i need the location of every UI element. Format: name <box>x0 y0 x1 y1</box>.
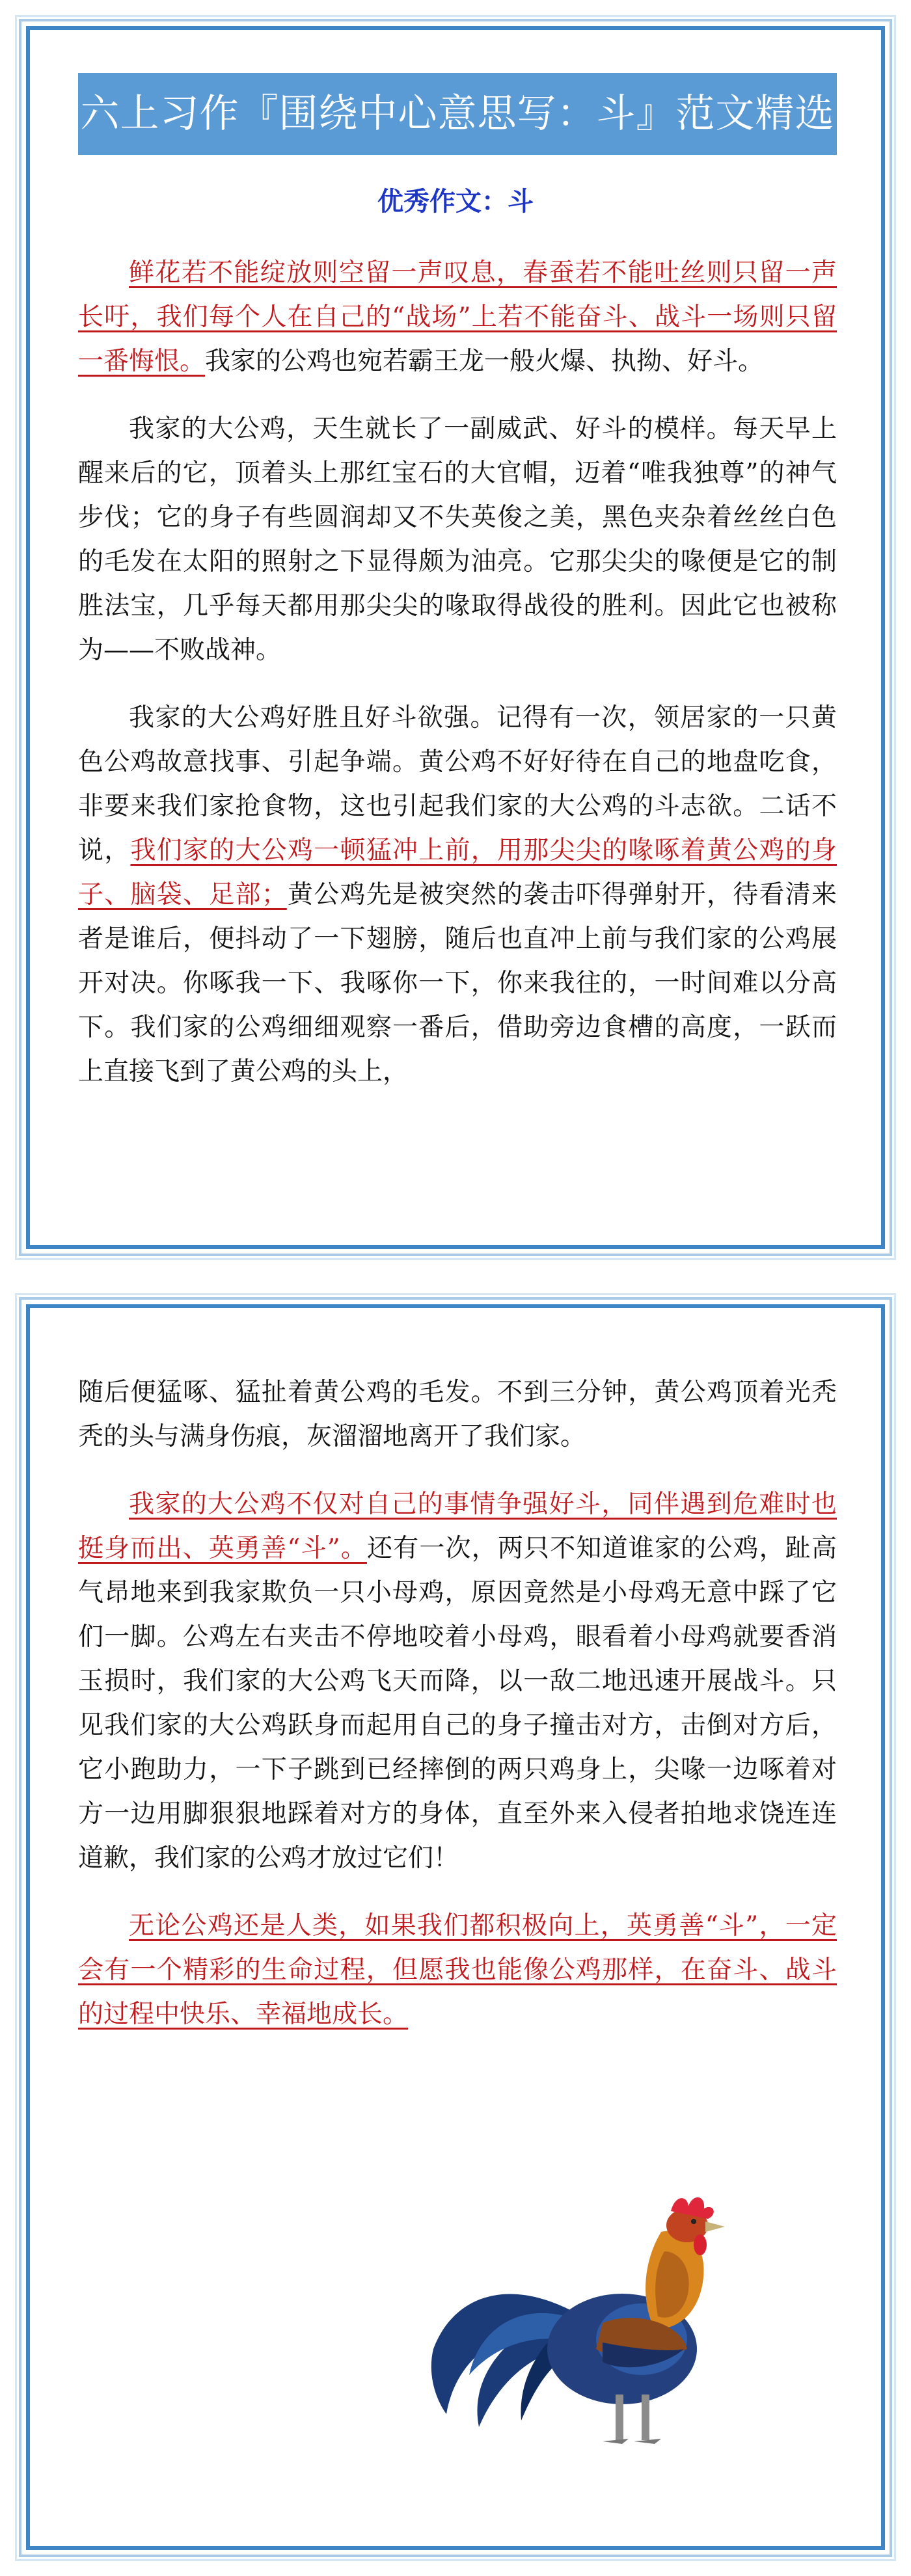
paragraph-fight-story <box>78 696 837 1094</box>
paragraph-fight-story-continued: 随后便猛啄、猛扯着黄公鸡的毛发。不到三分钟，黄公鸡顶着光秃秃的头与满身伤痕，灰溜溜地离开了我们家。 <box>78 1378 837 1451</box>
title-banner: 六上习作『围绕中心意思写：斗』范文精选 <box>78 73 837 155</box>
highlighted-sentence: 无论公鸡还是人类，如果我们都积极向上，英勇善“斗”，一定会有一个精彩的生命过程，但愿我也能像公鸡那样，在奋斗、战斗的过程中快乐、幸福地成长。 <box>78 1911 837 2029</box>
essay-body-part-one <box>78 251 837 1118</box>
highlighted-sentence: 我们家的大公鸡一顿猛冲上前，用那尖尖的喙啄着黄公鸡的身子、脑袋、足部； <box>78 836 837 909</box>
highlighted-sentence: 我家的大公鸡不仅对自己的事情争强好斗，同伴遇到危难时也挺身而出、英勇善“斗”。 <box>78 1490 837 1563</box>
essay-subtitle: 优秀作文：斗 <box>377 187 534 217</box>
paragraph-text: 我家的大公鸡好胜且好斗欲强。记得有一次，领居家的一只黄色公鸡故意找事、引起争端。黄公鸡不好好待在自己的地盘吃食，非要来我们家抢食物，这也引起我们家的大公鸡的斗志欲。二话不说， <box>78 703 837 865</box>
essay-body-part-two <box>78 1371 837 2060</box>
page-two <box>26 1304 885 2550</box>
paragraph-protect-hen <box>78 1483 837 1881</box>
paragraph-text: 我家的公鸡也宛若霸王龙一般火爆、执拗、好斗。 <box>205 347 764 376</box>
paragraph-conclusion <box>78 1904 837 2037</box>
rooster-illustration <box>407 2154 772 2460</box>
page-one <box>26 26 885 1249</box>
highlighted-sentence: 鲜花若不能绽放则空留一声叹息，春蚕若不能吐丝则只留一声长吁，我们每个人在自己的“战场”上若不能奋斗、战斗一场则只留一番悔恨。 <box>78 258 837 376</box>
paragraph-text: 还有一次，两只不知道谁家的公鸡，趾高气昂地来到我家欺负一只小母鸡，原因竟然是小母鸡无意中踩了它们一脚。公鸡左右夹击不停地咬着小母鸡，眼看着小母鸡就要香消玉损时，我们家的大公鸡飞天而降，以一敌二地迅速开展战斗。只见我们家的大公鸡跃身而起用自己的身子撞击对方，击倒对方后，它小跑助力，一下子跳到已经摔倒的两只鸡身上，尖喙一边啄着对方一边用脚狠狠地踩着对方的身体，直至外来入侵者拍地求饶连连道歉，我们家的公鸡才放过它们！ <box>78 1534 837 1873</box>
paragraph-text: 黄公鸡先是被突然的袭击吓得弹射开，待看清来者是谁后，便抖动了一下翅膀，随后也直冲上前与我们家的公鸡展开对决。你啄我一下、我啄你一下，你来我往的，一时间难以分高下。我们家的公鸡细细观察一番后，借助旁边食槽的高度，一跃而上直接飞到了黄公鸡的头上， <box>78 880 837 1086</box>
paragraph-appearance: 我家的大公鸡，天生就长了一副威武、好斗的模样。每天早上醒来后的它，顶着头上那红宝石的大官帽，迈着“唯我独尊”的神气步伐；它的身子有些圆润却又不失英俊之美，黑色夹杂着丝丝白色的毛发在太阳的照射之下显得颇为油亮。它那尖尖的喙便是它的制胜法宝，几乎每天都用那尖尖的喙取得战役的胜利。因此它也被称为——不败战神。 <box>78 414 837 665</box>
paragraph-intro <box>78 251 837 384</box>
